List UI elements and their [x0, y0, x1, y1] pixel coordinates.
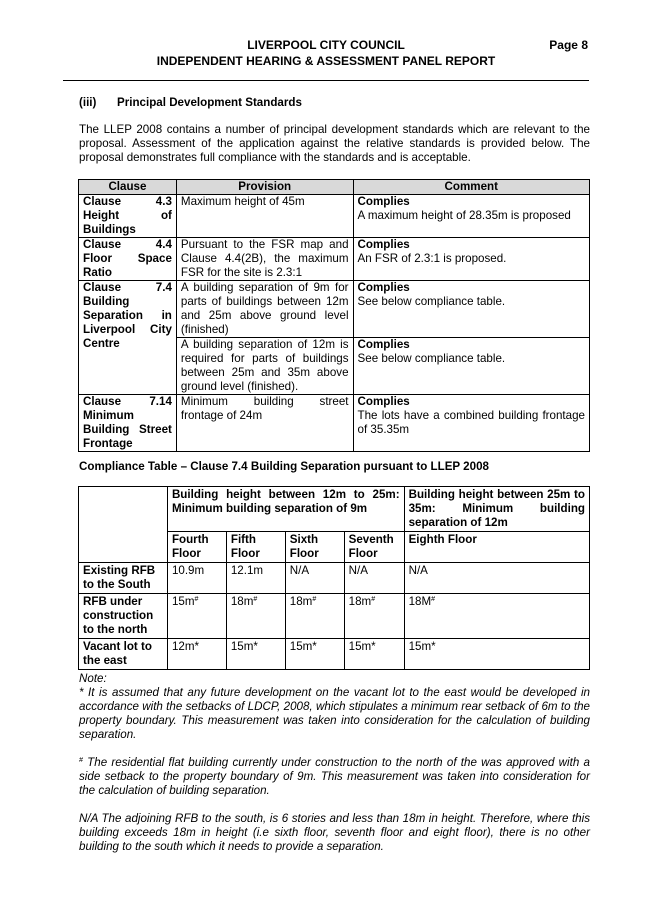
comment-text: See below compliance table.	[357, 352, 506, 365]
value-text: 18M	[408, 595, 432, 608]
value-cell: 15m*	[226, 639, 285, 670]
floor-header: Seventh Floor	[344, 532, 404, 563]
header-divider	[63, 80, 589, 81]
group-header-25-35m: Building height between 25m to 35m: Minimum building separation of 12m	[404, 487, 589, 532]
status-text: Complies	[357, 395, 410, 408]
header-title-line2: INDEPENDENT HEARING & ASSESSMENT PANEL REPORT	[156, 54, 496, 68]
intro-paragraph: The LLEP 2008 contains a number of principal development standards which are relevant to the proposal. Assessment of the application against the relative standards is provided below. The proposal demonstrates full compliance with the standards and is acceptable.	[79, 123, 590, 164]
table-row	[79, 563, 590, 594]
comment-cell	[353, 395, 589, 452]
value-cell: 15m*	[404, 639, 589, 670]
value-cell	[404, 594, 589, 639]
notes-heading: Note:	[79, 672, 107, 685]
compliance-table	[78, 486, 590, 670]
page-number: Page 8	[549, 38, 588, 52]
comment-text: The lots have a combined building frontage of 35.35m	[357, 409, 585, 436]
value-cell	[285, 594, 344, 639]
table-row	[79, 195, 590, 238]
value-cell	[344, 594, 404, 639]
clause-cell: Clause 7.14 Minimum Building Street Frontage	[79, 395, 177, 452]
status-text: Complies	[357, 281, 410, 294]
value-text: 18m	[348, 595, 372, 608]
value-text: 18m	[230, 595, 254, 608]
column-header: Clause	[79, 180, 177, 195]
status-text: Complies	[357, 238, 410, 251]
hash-mark: #	[371, 596, 376, 603]
value-cell: 10.9m	[167, 563, 226, 594]
status-text: Complies	[357, 195, 410, 208]
floor-header: Sixth Floor	[285, 532, 344, 563]
hash-mark: #	[79, 757, 83, 764]
clause-cell: Clause 4.4 Floor Space Ratio	[79, 238, 177, 281]
table-row	[79, 639, 590, 670]
hash-mark: #	[253, 596, 258, 603]
table-row	[79, 238, 590, 281]
value-cell: 12.1m	[226, 563, 285, 594]
value-cell: 15m*	[344, 639, 404, 670]
value-cell: N/A	[404, 563, 589, 594]
value-cell: 15m*	[285, 639, 344, 670]
comment-text: A maximum height of 28.35m is proposed	[357, 209, 571, 222]
note-na: N/A The adjoining RFB to the south, is 6 stories and less than 18m in height. Therefore, where this building exceeds 18m in height (i.e sixth floor, seventh floor and eight floor), there is no other building to the south which it needs to provide a separation.	[79, 812, 590, 853]
status-text: Complies	[357, 338, 410, 351]
comment-text: An FSR of 2.3:1 is proposed.	[357, 252, 507, 265]
notes-section	[79, 672, 590, 868]
comment-text: See below compliance table.	[357, 295, 506, 308]
table-row	[79, 281, 590, 338]
provision-cell: Minimum building street frontage of 24m	[176, 395, 353, 452]
value-cell: N/A	[344, 563, 404, 594]
group-header-row	[79, 487, 590, 532]
comment-cell	[353, 338, 589, 395]
value-cell	[226, 594, 285, 639]
provision-cell: A building separation of 12m is required for parts of buildings between 25m and 35m above ground level (finished).	[176, 338, 353, 395]
table-row	[79, 395, 590, 452]
section-title: Principal Development Standards	[117, 96, 302, 109]
value-cell: 12m*	[167, 639, 226, 670]
table-row	[79, 594, 590, 639]
note-hash	[79, 756, 590, 798]
compliance-table-caption: Compliance Table – Clause 7.4 Building Separation pursuant to LLEP 2008	[79, 460, 489, 473]
value-text: 15m	[171, 595, 195, 608]
value-cell: N/A	[285, 563, 344, 594]
hash-mark: #	[312, 596, 317, 603]
row-label: Vacant lot to the east	[79, 639, 168, 670]
value-text: 18m	[289, 595, 313, 608]
clause-cell: Clause 4.3 Height of Buildings	[79, 195, 177, 238]
floor-header: Fifth Floor	[226, 532, 285, 563]
empty-corner-cell	[79, 487, 168, 563]
provision-cell: Maximum height of 45m	[176, 195, 353, 238]
column-header: Provision	[176, 180, 353, 195]
row-label: RFB under construction to the north	[79, 594, 168, 639]
hash-mark: #	[431, 596, 436, 603]
standards-table	[78, 179, 590, 452]
note-star: * It is assumed that any future development on the vacant lot to the east would be developed in accordance with the setbacks of LDCP, 2008, which stipulates a minimum rear setback of 6m to the property boundary. This measurement was taken into consideration for the calculation of building separation.	[79, 686, 590, 741]
group-header-12-25m: Building height between 12m to 25m: Minimum building separation of 9m	[167, 487, 404, 532]
comment-cell	[353, 238, 589, 281]
comment-cell	[353, 281, 589, 338]
provision-cell: Pursuant to the FSR map and Clause 4.4(2B), the maximum FSR for the site is 2.3:1	[176, 238, 353, 281]
floor-header: Eighth Floor	[404, 532, 589, 563]
value-cell	[167, 594, 226, 639]
comment-cell	[353, 195, 589, 238]
provision-cell: A building separation of 9m for parts of buildings between 12m and 25m above ground level (finished)	[176, 281, 353, 338]
table-header-row	[79, 180, 590, 195]
hash-mark: #	[194, 596, 199, 603]
row-label: Existing RFB to the South	[79, 563, 168, 594]
section-heading	[79, 96, 302, 109]
header-title-line1: LIVERPOOL CITY COUNCIL	[247, 38, 405, 52]
note-hash-text: The residential flat building currently under construction to the north of the was approved with a side setback to the property boundary of 9m. This measurement was taken into consideration for the calculation of building separation.	[79, 756, 590, 797]
clause-cell: Clause 7.4 Building Separation in Liverpool City Centre	[79, 281, 177, 395]
floor-header: Fourth Floor	[167, 532, 226, 563]
section-number: (iii)	[79, 96, 97, 109]
column-header: Comment	[353, 180, 589, 195]
